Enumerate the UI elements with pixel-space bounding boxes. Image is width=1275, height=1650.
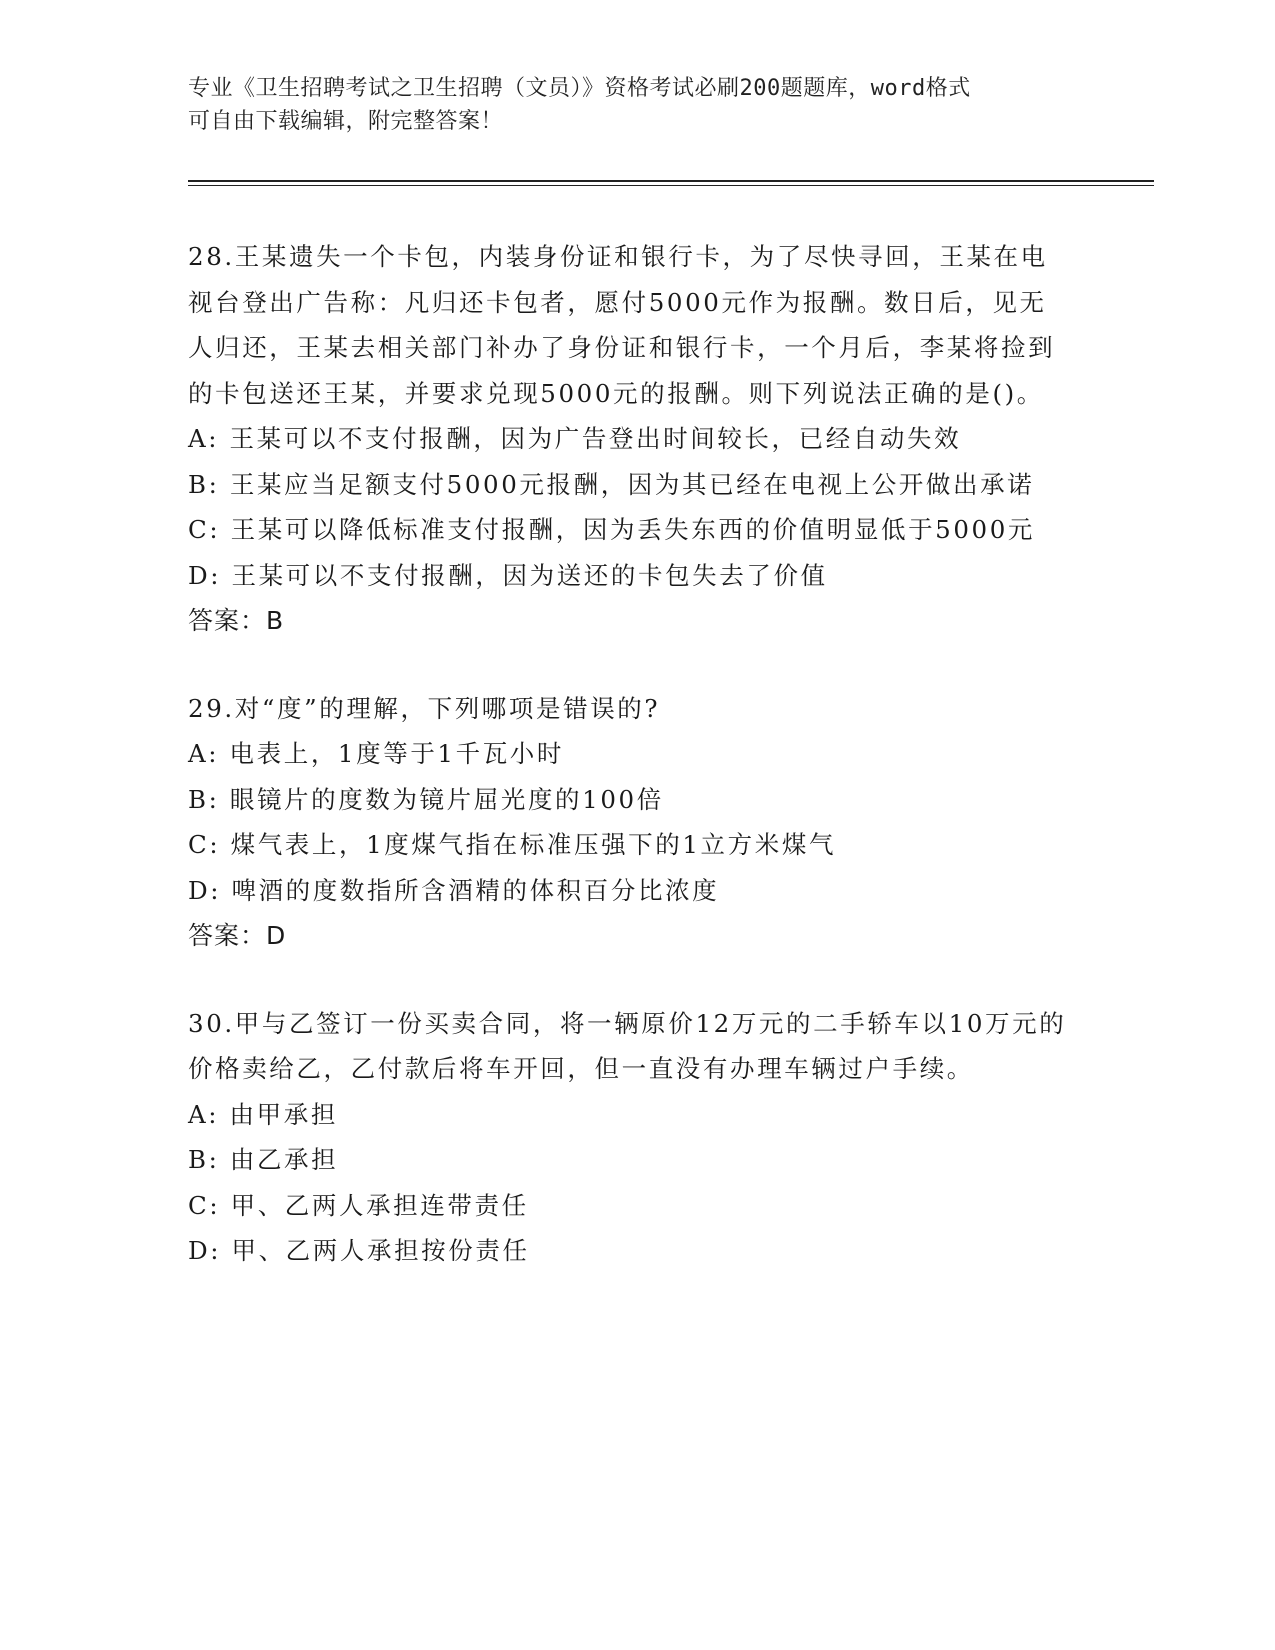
option-b: B: 王某应当足额支付5000元报酬，因为其已经在电视上公开做出承诺	[188, 469, 1035, 499]
option-d: D: 王某可以不支付报酬，因为送还的卡包失去了价值	[188, 560, 828, 590]
page-header	[188, 72, 1068, 138]
option-d: D: 甲、乙两人承担按份责任	[188, 1236, 530, 1265]
header-line-1: 专业《卫生招聘考试之卫生招聘（文员）》资格考试必刷200题题库，word格式	[188, 76, 971, 101]
option-a: A: 王某可以不支付报酬，因为广告登出时间较长，已经自动失效	[188, 424, 962, 453]
answer-label: 答案：D	[188, 921, 287, 950]
question-28	[188, 234, 1068, 644]
question-29	[188, 686, 1068, 959]
option-a: A: 由甲承担	[188, 1099, 338, 1129]
option-c: C: 甲、乙两人承担连带责任	[188, 1190, 529, 1220]
header-divider-thick	[188, 180, 1154, 182]
question-list	[188, 234, 1068, 1316]
header-line-2: 可自由下载编辑，附完整答案！	[188, 109, 504, 134]
question-stem: 28.王某遗失一个卡包，内装身份证和银行卡，为了尽快寻回，王某在电视台登出广告称：凡归还卡包者，愿付5000元作为报酬。数日后，见无人归还，王某去相关部门补办了身份证和银行卡，一个月后，李某将捡到的卡包送还王某，并要求兑现5000元的报酬。则下列说法正确的是()。	[188, 242, 1056, 408]
question-stem: 29.对“度”的理解，下列哪项是错误的?	[188, 693, 661, 723]
option-c: C: 王某可以降低标准支付报酬，因为丢失东西的价值明显低于5000元	[188, 515, 1036, 544]
option-b: B: 眼镜片的度数为镜片屈光度的100倍	[188, 784, 664, 814]
header-divider-thin	[188, 185, 1154, 186]
question-stem: 30.甲与乙签订一份买卖合同，将一辆原价12万元的二手轿车以10万元的价格卖给乙，乙付款后将车开回，但一直没有办理车辆过户手续。	[188, 1008, 1067, 1083]
option-a: A: 电表上，1度等于1千瓦小时	[188, 739, 565, 768]
answer-label: 答案：B	[188, 606, 285, 635]
option-b: B: 由乙承担	[188, 1145, 339, 1174]
option-c: C: 煤气表上，1度煤气指在标准压强下的1立方米煤气	[188, 830, 837, 859]
option-d: D: 啤酒的度数指所含酒精的体积百分比浓度	[188, 875, 720, 905]
question-30	[188, 1001, 1068, 1274]
